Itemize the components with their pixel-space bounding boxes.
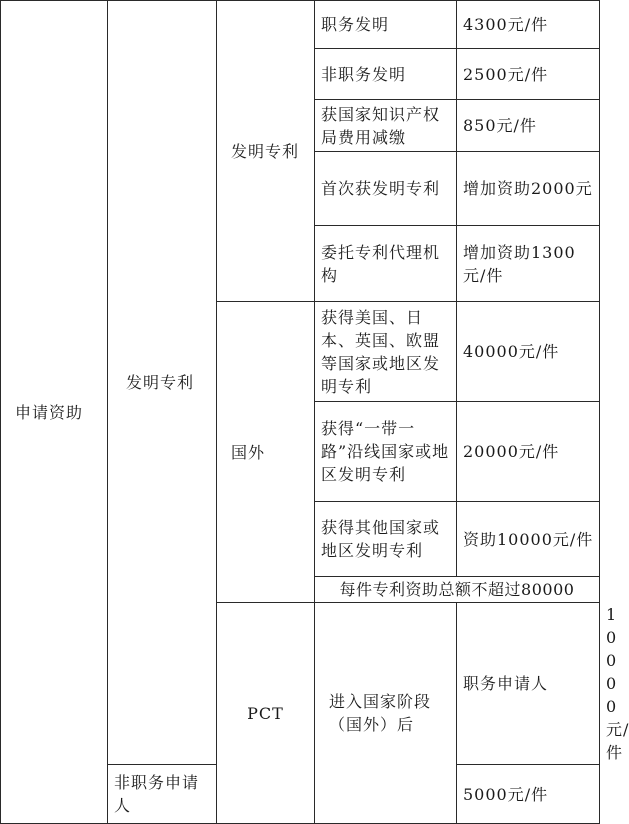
amount-cell: 增加资助1300元/件 [457, 226, 600, 302]
total-limit-note: 每件专利资助总额不超过80000 [315, 577, 600, 603]
category-apply: 申请资助 [1, 1, 108, 824]
amount-cell: 5000元/件 [457, 765, 600, 824]
amount-cell: 4300元/件 [457, 1, 600, 49]
table-row [1, 1, 600, 49]
category-pct: PCT [217, 603, 315, 824]
item-cell: 获国家知识产权局费用减缴 [315, 100, 457, 152]
item-cell: 职务发明 [315, 1, 457, 49]
amount-cell: 40000元/件 [457, 302, 600, 402]
item-cell: 非职务发明 [315, 49, 457, 100]
amount-cell: 850元/件 [457, 100, 600, 152]
category-invention: 发明专利 [108, 1, 217, 765]
amount-cell: 20000元/件 [457, 402, 600, 502]
subcategory-pct-phase: 进入国家阶段（国外）后 [315, 603, 457, 824]
item-cell: 获得美国、日本、英国、欧盟等国家或地区发明专利 [315, 302, 457, 402]
table-row: PCT 进入国家阶段（国外）后 职务申请人 10000元/件 [1, 603, 600, 765]
subcategory-foreign: 国外 [217, 302, 315, 603]
item-cell: 职务申请人 [457, 603, 600, 765]
item-cell: 获得“一带一路”沿线国家或地区发明专利 [315, 402, 457, 502]
amount-cell: 资助10000元/件 [457, 502, 600, 577]
item-cell: 委托专利代理机构 [315, 226, 457, 302]
item-cell: 非职务申请人 [108, 765, 217, 824]
item-cell: 首次获发明专利 [315, 152, 457, 226]
amount-cell: 增加资助2000元 [457, 152, 600, 226]
subcategory-invention: 发明专利 [217, 1, 315, 302]
amount-cell: 2500元/件 [457, 49, 600, 100]
item-cell: 获得其他国家或地区发明专利 [315, 502, 457, 577]
